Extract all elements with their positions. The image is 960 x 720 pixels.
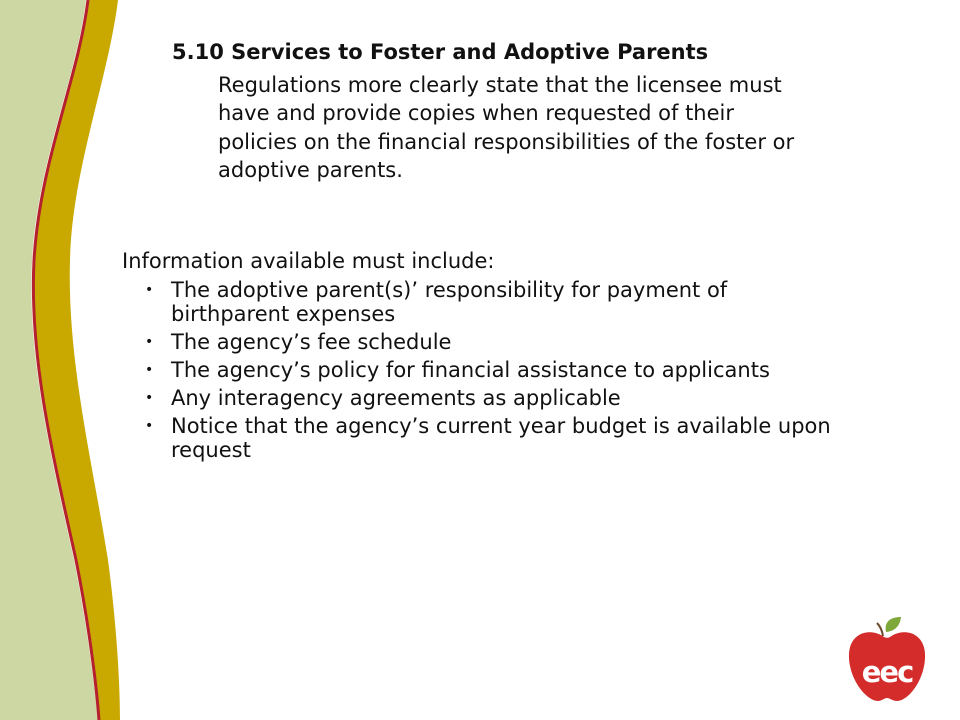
logo-text: eec bbox=[861, 655, 913, 689]
bullet-icon: • bbox=[145, 418, 154, 434]
bullet-icon: • bbox=[145, 334, 154, 350]
info-intro: Information available must include: bbox=[122, 249, 495, 273]
bullet-icon: • bbox=[145, 282, 154, 298]
bullet-icon: • bbox=[145, 390, 154, 406]
list-item bbox=[145, 386, 945, 410]
section-heading: 5.10 Services to Foster and Adoptive Parents bbox=[172, 40, 709, 64]
list-item bbox=[145, 278, 945, 326]
paragraph-line: have and provide copies when requested of their bbox=[218, 101, 735, 126]
paragraph-line: policies on the financial responsibilities of the foster or bbox=[218, 129, 795, 154]
bullet-icon: • bbox=[145, 362, 154, 378]
paragraph-line: Regulations more clearly state that the licensee must bbox=[218, 73, 782, 97]
bullet-line: Any interagency agreements as applicable bbox=[171, 386, 621, 410]
bullet-line: The agency’s policy for financial assistance to applicants bbox=[171, 358, 770, 382]
bullet-line: birthparent expenses bbox=[171, 302, 396, 326]
list-item bbox=[145, 414, 945, 462]
eec-apple-logo bbox=[846, 616, 928, 704]
bullet-line: Notice that the agency’s current year budget is available upon bbox=[171, 414, 831, 438]
bullet-line: The agency’s fee schedule bbox=[171, 330, 452, 354]
bullet-line: request bbox=[171, 438, 251, 462]
leaf-icon bbox=[886, 617, 901, 632]
list-item bbox=[145, 358, 945, 382]
info-bullet-list bbox=[145, 278, 945, 466]
list-item bbox=[145, 330, 945, 354]
section-paragraph bbox=[218, 71, 918, 184]
bullet-line: The adoptive parent(s)’ responsibility for payment of bbox=[171, 278, 728, 302]
paragraph-line: adoptive parents. bbox=[218, 157, 403, 182]
